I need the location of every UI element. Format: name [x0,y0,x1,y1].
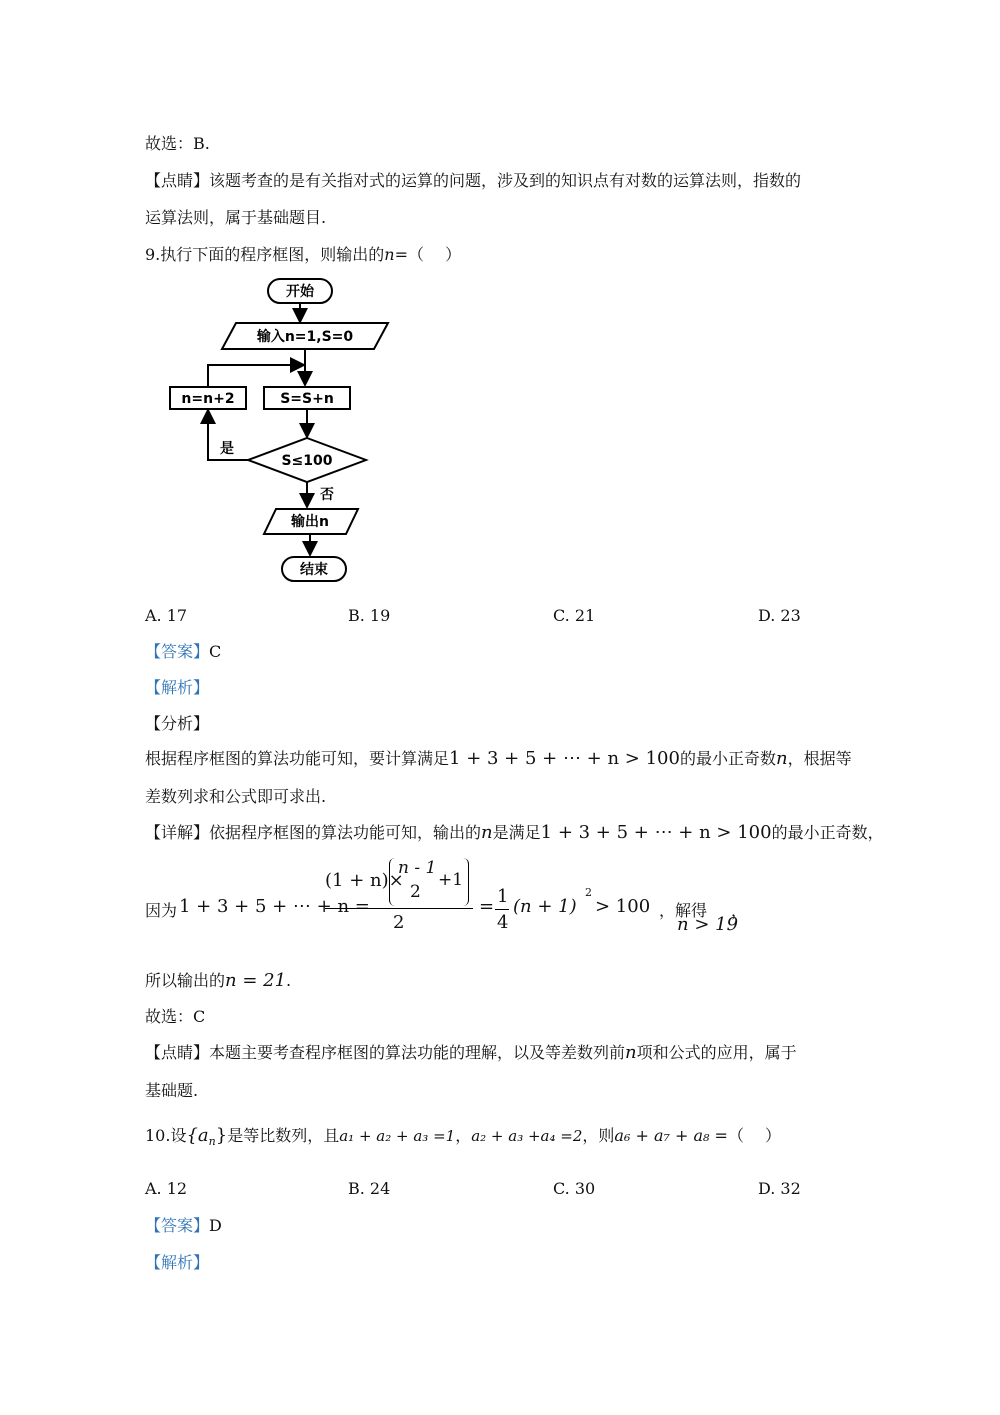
q10-option-d[interactable]: D. 32 [758,1179,801,1198]
q9-fenxi-text: 根据程序框图的算法功能可知，要计算满足1 + 3 + 5 + ⋯ + n > 100的最小正奇数n，根据等 [145,748,852,769]
q10-option-b[interactable]: B. 24 [348,1179,391,1198]
q9-option-b[interactable]: B. 19 [348,606,391,625]
inner-paren: n - 1 2 +1 [389,858,469,906]
start-label: 开始 [286,284,314,300]
q9-option-a[interactable]: A. 17 [145,606,188,625]
q9-fenxi-label: 【分析】 [145,714,210,733]
q9-option-c[interactable]: C. 21 [553,606,596,625]
question-9-stem: 9.执行下面的程序框图，则输出的n=（ ） [145,245,462,264]
output-label: 输出n [291,514,329,530]
q10-option-c[interactable]: C. 30 [553,1179,596,1198]
q9-fenxi-text2: 差数列求和公式即可求出. [145,787,327,806]
input-label: 输入n=1,S=0 [256,329,354,345]
q10-option-a[interactable]: A. 12 [145,1179,188,1198]
no-label: 否 [320,487,334,503]
quarter-fraction: 1 4 [497,886,509,933]
end-label: 结束 [300,562,328,578]
q9-choose: 故选：C [145,1007,206,1026]
q9-detail: 【详解】依据程序框图的算法功能可知，输出的n是满足1 + 3 + 5 + ⋯ + n > 100的最小正奇数， [145,822,884,843]
q9-option-d[interactable]: D. 23 [758,606,801,625]
q9-note: 【点睛】本题主要考查程序框图的算法功能的理解，以及等差数列前n项和公式的应用，属于 [145,1042,797,1063]
update-n-label: n=n+2 [181,391,235,407]
q9-note-cont: 基础题. [145,1081,199,1100]
text-line: 运算法则，属于基础题目. [145,208,327,227]
label-bracket: 【点睛】 [145,171,210,190]
q9-equation: 因为 1 + 3 + 5 + ⋯ + n = (1 + n)× n - 1 2 +1 2 = 1 4 (n + 1) 2 > 100 ，解得 n > 19 ， [145,858,865,938]
condition-label: S≤100 [281,453,333,469]
program-flowchart [160,275,400,590]
text-line: 【点睛】该题考查的是有关指对式的运算的问题，涉及到的知识点有对数的运算法则，指数的 [145,171,802,190]
q9-analysis-label: 【解析】 [145,678,210,697]
q9-answer: 【答案】C [145,642,222,661]
big-fraction: (1 + n)× n - 1 2 +1 2 [325,858,473,938]
text-line: 故选：B. [145,134,210,153]
question-10-stem: 10.设$\{a_n\}$是等比数列，且a₁ + a₂ + a₃ =1，a₂ + a₃ +a₄ =2，则a₆ + a₇ + a₈ =（ ） [145,1125,782,1148]
q9-output: 所以输出的n = 21. [145,970,292,991]
q10-answer: 【答案】D [145,1216,222,1235]
yes-label: 是 [220,441,234,457]
update-s-label: S=S+n [280,391,334,407]
q10-analysis-label: 【解析】 [145,1253,210,1272]
